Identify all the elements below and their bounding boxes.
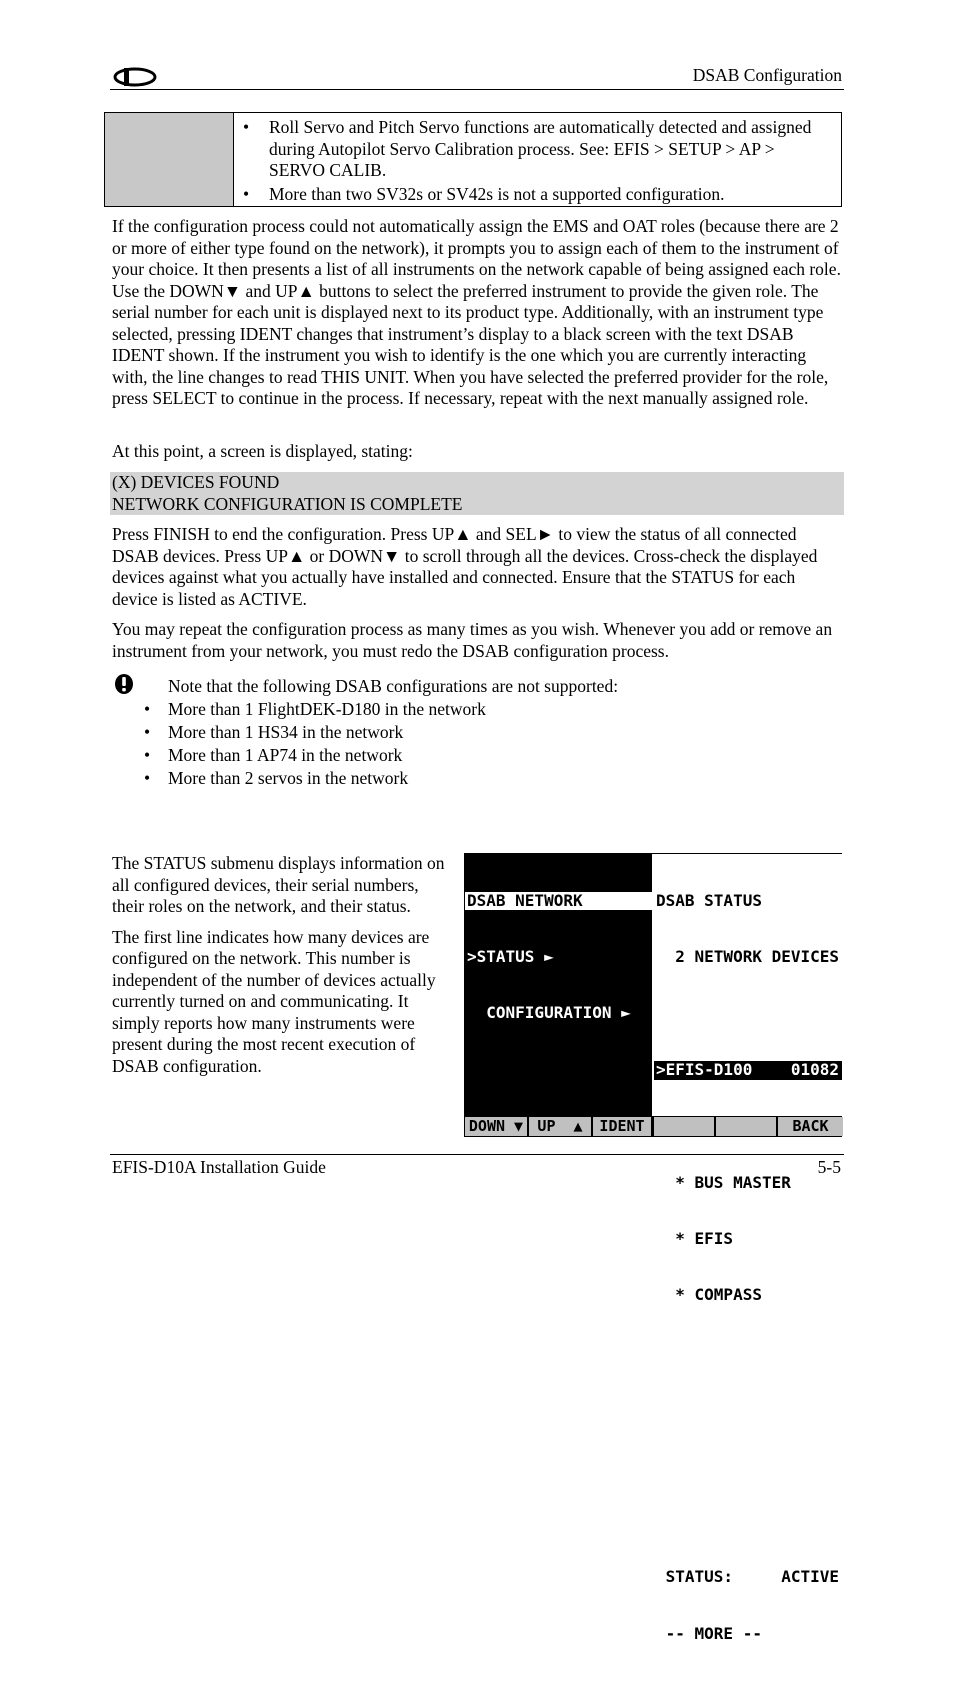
page-header-title: DSAB Configuration: [692, 65, 842, 85]
screen-right-line: 2 NETWORK DEVICES: [656, 946, 840, 966]
screen-left-line: DSAB NETWORK: [465, 892, 652, 911]
screen-left-line: *: ASSIGNED AS: [467, 1285, 622, 1305]
screen-right-line: * COMPASS: [656, 1285, 762, 1305]
list-item: • More than 1 HS34 in the network: [140, 722, 740, 744]
screen-button-row: [465, 1117, 843, 1137]
screen-left-line: >STATUS ►: [467, 946, 554, 966]
screen-right-line: STATUS: ACTIVE: [656, 1567, 840, 1587]
paragraph-finish-config: Press FINISH to end the configuration. Press UP▲ and SEL► to view the status of all connected DSAB devices. Press UP▲ or DOWN▼ to scroll through all the devices. Cross-check the displayed devices against what you actually have installed and connected. Ensure that the STATUS for each device is listed as ACTIVE.: [112, 524, 818, 609]
screen-right-line: [654, 1004, 842, 1023]
screen-button-blank-2: [716, 1117, 778, 1136]
unsupported-config-list: [140, 699, 740, 791]
screen-right-line: [654, 1456, 842, 1475]
screen-right-line: [654, 1512, 842, 1531]
screen-right-line: [654, 1399, 842, 1418]
note-table: [104, 112, 842, 207]
screen-button-down: DOWN ▼: [465, 1117, 529, 1136]
screen-left-line: ?: ROLE NOT: [467, 1398, 593, 1418]
paragraph-repeat-config: You may repeat the configuration process as many times as you wish. Whenever you add or remove an instrument from your network, you must redo the DSAB configuration process.: [112, 619, 833, 661]
screen-right-line: DSAB STATUS: [656, 890, 762, 910]
screen-left-line: DETECTED: [467, 1454, 593, 1474]
note-table-list: [239, 117, 827, 207]
footer-rule: [110, 1154, 844, 1155]
exclamation-icon: [113, 673, 135, 695]
note-bullet-servo-calib: • Roll Servo and Pitch Servo functions are automatically detected and assigned during Autopilot Servo Calibration process. See: EFIS > SETUP > AP > SERVO CALIB.: [239, 117, 827, 182]
list-item: • More than 1 AP74 in the network: [140, 745, 740, 767]
screen-right-line: * BUS MASTER: [656, 1172, 791, 1192]
screen-button-blank-1: [654, 1117, 716, 1136]
screen-button-ident: IDENT: [593, 1117, 653, 1136]
list-item: • More than 1 FlightDEK-D180 in the network: [140, 699, 740, 721]
footer-page-number: 5-5: [817, 1157, 841, 1177]
footer-guide-title: EFIS-D10A Installation Guide: [112, 1157, 326, 1177]
screen-message-box: [110, 472, 844, 515]
header-rule: [110, 89, 844, 90]
dynon-logo-icon: [112, 66, 158, 88]
screen-right-line: >EFIS-D100 01082: [654, 1061, 842, 1080]
screen-left-line: [465, 1061, 652, 1080]
note-table-shaded-cell: [105, 113, 234, 206]
screen-message-line-2: NETWORK CONFIGURATION IS COMPLETE: [112, 493, 463, 514]
screen-right-line: [654, 1343, 842, 1362]
screen-button-back: BACK: [778, 1117, 843, 1136]
status-paragraph-1: The STATUS submenu displays information on all configured devices, their serial numbers, their roles on the network, and their status.: [112, 853, 445, 916]
screen-right-line: -- MORE --: [656, 1623, 762, 1643]
status-description: [112, 853, 452, 1086]
screen-left-line: ROLE PROVIDER: [467, 1341, 641, 1361]
note-bullet-sv32-limit: • More than two SV32s or SV42s is not a supported configuration.: [239, 184, 827, 206]
warning-text: Note that the following DSAB configurations are not supported:: [168, 676, 619, 696]
screen-left-line: CONFIGURATION ►: [467, 1003, 631, 1023]
screen-right-line: * EFIS: [656, 1228, 734, 1248]
paragraph-role-assignment: If the configuration process could not automatically assign the EMS and OAT roles (because there are 2 or more of either type found on the network), it prompts you to assign each of them to the instrument of your choice. It then presents a list of all instruments on the network capable of being assigned each role. Use the DOWN▼ and UP▲ buttons to select the preferred instrument to provide the given role. The serial number for each unit is displayed next to its product type. Additionally, with an instrument type selected, pressing IDENT changes that instrument’s display to a black screen with the text DSAB IDENT shown. If the instrument you wish to identify is the one which you are currently interacting with, the line changes to read THIS UNIT. When you have selected the preferred provider for the role, press SELECT to continue in the process. If necessary, repeat with the next manually assigned role.: [112, 216, 841, 408]
list-item: • More than 2 servos in the network: [140, 768, 740, 790]
screen-button-up: UP ▲: [529, 1117, 593, 1136]
screen-message-line-1: (X) DEVICES FOUND: [112, 472, 280, 492]
status-paragraph-2: The first line indicates how many devices are configured on the network. This number is independent of the number of devices actually currently turned on and communicating. It simply reports how many instruments were present during the most recent execution of DSAB configuration.: [112, 926, 436, 1076]
paragraph-screen-displayed: At this point, a screen is displayed, stating:: [112, 441, 413, 461]
